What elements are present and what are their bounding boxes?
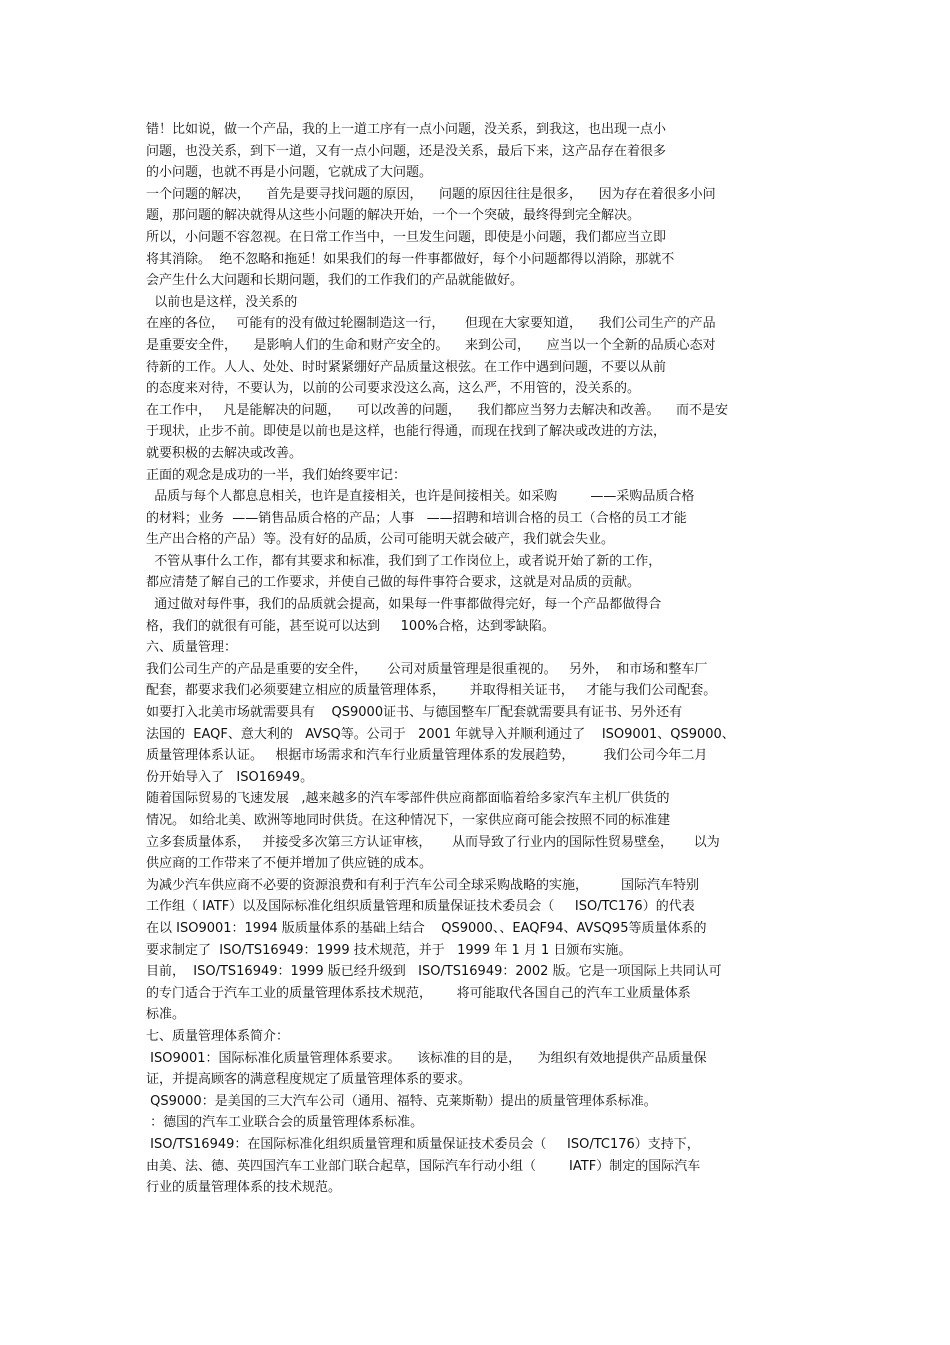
text-line: 在座的各位， 可能有的没有做过轮圈制造这一行， 但现在大家要知道， 我们公司生产的产品 — [146, 316, 716, 332]
text-line: 要求制定了 ISO/TS16949：1999 技术规范，并于 1999 年 1 月 1 日颁布实施。 — [146, 942, 632, 958]
text-line: 于现状，止步不前。即使是以前也是这样，也能行得通，而现在找到了解决或改进的方法， — [146, 424, 667, 440]
text-line: 的专门适合于汽车工业的质量管理体系技术规范， 将可能取代各国自己的汽车工业质量体系 — [146, 985, 691, 1001]
text-line: 在以 ISO9001：1994 版质量体系的基础上结合 QS9000、、EAQF94、AVSQ95等质量体系的 — [146, 920, 707, 936]
text-line: 就要积极的去解决或改善。 — [146, 445, 303, 461]
text-line: 法国的 EAQF、意大利的 AVSQ等。公司于 2001 年就导入并顺利通过了 ISO9001、QS9000、 — [146, 726, 735, 742]
text-line: 份开始导入了 ISO16949。 — [146, 769, 314, 785]
text-line: 供应商的工作带来了不便并增加了供应链的成本。 — [146, 856, 433, 872]
text-line: 标准。 — [146, 1007, 186, 1023]
text-line: ISO9001：国际标准化质量管理体系要求。 该标准的目的是， 为组织有效地提供产品质量保 — [146, 1050, 707, 1066]
text-line: 将其消除。 绝不忽略和拖延！如果我们的每一件事都做好，每个小问题都得以消除，那就不 — [146, 251, 675, 267]
text-line: 在工作中， 凡是能解决的问题， 可以改善的问题， 我们都应当努力去解决和改善。 而不是安 — [146, 402, 728, 418]
text-line: 的小问题，也就不再是小问题，它就成了大问题。 — [146, 165, 433, 181]
text-line: 证，并提高顾客的满意程度规定了质量管理体系的要求。 — [146, 1072, 472, 1088]
text-line: 通过做对每件事，我们的品质就会提高，如果每一件事都做得完好，每一个产品都做得合 — [146, 597, 662, 613]
text-line: 配套，都要求我们必须要建立相应的质量管理体系， 并取得相关证书， 才能与我们公司配套。 — [146, 683, 717, 699]
text-line: 格，我们的就很有可能，甚至说可以达到 100%合格，达到零缺陷。 — [146, 618, 555, 634]
text-line: 不管从事什么工作，都有其要求和标准，我们到了工作岗位上，或者说开始了新的工作， — [146, 553, 662, 569]
text-line: 为减少汽车供应商不必要的资源浪费和有利于汽车公司全球采购战略的实施， 国际汽车特别 — [146, 877, 700, 893]
text-line: 错！比如说，做一个产品，我的上一道工序有一点小问题，没关系，到我这，也出现一点小 — [146, 122, 667, 137]
text-line: 情况。 如给北美、欧洲等地同时供货。在这种情况下，一家供应商可能会按照不同的标准建 — [146, 813, 671, 828]
text-line: 我们公司生产的产品是重要的安全件， 公司对质量管理是很重视的。 另外， 和市场和整车厂 — [146, 661, 708, 677]
document-body — [146, 119, 816, 1199]
text-line: 目前， ISO/TS16949：1999 版已经升级到 ISO/TS16949：2002 版。它是一项国际上共同认可 — [146, 964, 722, 980]
text-line: 如要打入北美市场就需要具有 QS9000证书、与德国整车厂配套就需要具有证书、另外还有 — [146, 705, 683, 721]
text-line: 生产出合格的产品）等。没有好的品质，公司可能明天就会破产，我们就会失业。 — [146, 532, 615, 548]
text-line: 正面的观念是成功的一半，我们始终要牢记： — [146, 467, 407, 483]
text-line: 会产生什么大问题和长期问题，我们的工作我们的产品就能做好。 — [146, 273, 524, 289]
text-line: 的材料；业务 ——销售品质合格的产品；人事 ——招聘和培训合格的员工（合格的员工才能 — [146, 510, 687, 526]
text-line: 所以，小问题不容忽视。在日常工作当中，一旦发生问题，即使是小问题，我们都应当立即 — [146, 229, 667, 245]
text-line: QS9000：是美国的三大汽车公司（通用、福特、克莱斯勒）提出的质量管理体系标准。 — [146, 1093, 657, 1109]
text-line: ：德国的汽车工业联合会的质量管理体系标准。 — [146, 1115, 424, 1131]
text-line: 由美、法、德、英四国汽车工业部门联合起草，国际汽车行动小组（ IATF）制定的国际汽车 — [146, 1158, 701, 1174]
text-line: 以前也是这样，没关系的 — [146, 294, 298, 310]
text-line: ISO/TS16949：在国际标准化组织质量管理和质量保证技术委员会（ ISO/TC176）支持下， — [146, 1136, 700, 1152]
text-line: 质量管理体系认证。 根据市场需求和汽车行业质量管理体系的发展趋势， 我们公司今年二月 — [146, 748, 708, 764]
text-line: 七、质量管理体系简介： — [146, 1028, 290, 1044]
text-line: 待新的工作。人人、处处、时时紧紧绷好产品质量这根弦。在工作中遇到问题，不要以从前 — [146, 359, 667, 375]
text-line: 品质与每个人都息息相关，也许是直接相关，也许是间接相关。如采购 ——采购品质合格 — [146, 489, 695, 505]
text-line: 六、质量管理： — [146, 640, 238, 656]
text-line: 都应清楚了解自己的工作要求，并使自己做的每件事符合要求，这就是对品质的贡献。 — [146, 575, 641, 591]
text-line: 一个问题的解决， 首先是要寻找问题的原因， 问题的原因往往是很多， 因为存在着很多小问 — [146, 186, 716, 202]
text-line: 行业的质量管理体系的技术规范。 — [146, 1180, 342, 1196]
text-line: 立多套质量体系， 并接受多次第三方认证审核， 从而导致了行业内的国际性贸易壁垒， 以为 — [146, 834, 720, 850]
text-line: 随着国际贸易的飞速发展 ,越来越多的汽车零部件供应商都面临着给多家汽车主机厂供货的 — [146, 791, 670, 807]
text-line: 问题，也没关系，到下一道，又有一点小问题，还是没关系，最后下来，这产品存在着很多 — [146, 143, 667, 159]
text-line: 的态度来对待，不要认为，以前的公司要求没这么高，这么严，不用管的，没关系的。 — [146, 381, 641, 397]
text-line: 是重要安全件， 是影响人们的生命和财产安全的。 来到公司， 应当以一个全新的品质心态对 — [146, 337, 716, 353]
text-line: 题，那问题的解决就得从这些小问题的解决开始，一个一个突破，最终得到完全解决。 — [146, 208, 641, 224]
text-line: 工作组（ IATF）以及国际标准化组织质量管理和质量保证技术委员会（ ISO/TC176）的代表 — [146, 899, 695, 915]
